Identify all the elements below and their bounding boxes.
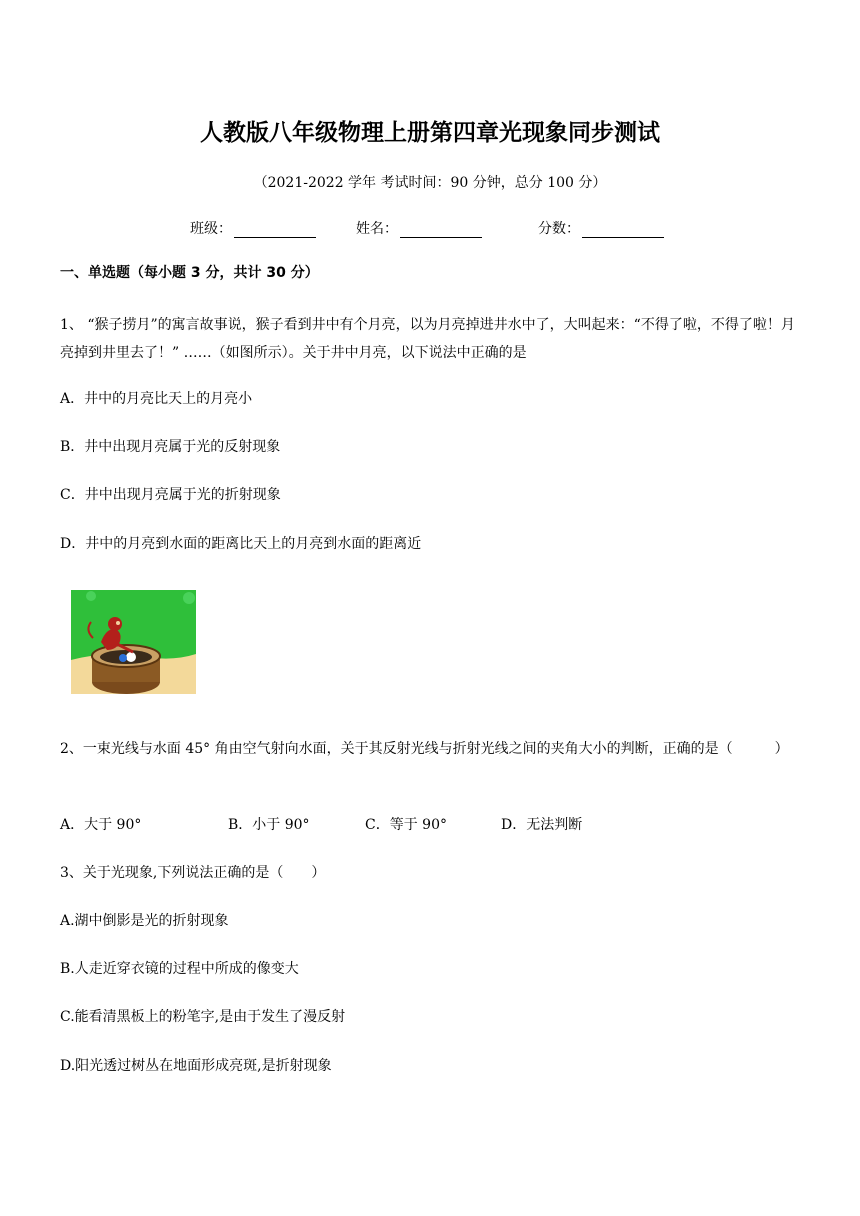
name-blank: [400, 223, 482, 238]
q3-option-b: B.人走近穿衣镜的过程中所成的像变大: [60, 961, 299, 977]
monkey-well-illustration: [71, 590, 196, 694]
q1-option-d: D．井中的月亮到水面的距离比天上的月亮到水面的距离近: [60, 536, 422, 552]
q3-option-a: A.湖中倒影是光的折射现象: [60, 913, 229, 929]
section-title: 一、单选题（每小题 3 分，共计 30 分）: [60, 265, 319, 281]
q2-option-a: A．大于 90°: [60, 817, 142, 833]
q2-option-d: D．无法判断: [501, 817, 583, 833]
q1-option-c: C．井中出现月亮属于光的折射现象: [60, 487, 281, 503]
score-blank: [582, 223, 664, 238]
q1-option-b: B．井中出现月亮属于光的反射现象: [60, 439, 281, 455]
score-field: [538, 218, 664, 238]
name-field: [356, 218, 482, 238]
q2-option-b: B．小于 90°: [228, 817, 310, 833]
page-title: 人教版八年级物理上册第四章光现象同步测试: [200, 120, 660, 146]
q2-option-c: C．等于 90°: [365, 817, 447, 833]
class-label: 班级：: [190, 221, 232, 237]
class-field: [190, 218, 316, 238]
name-label: 姓名：: [356, 221, 398, 237]
question-2-text: 2、一束光线与水面 45° 角由空气射向水面，关于其反射光线与折射光线之间的夹角大小的判断，正确的是（ ）: [60, 741, 789, 757]
score-label: 分数：: [538, 221, 580, 237]
question-3-text: 3、关于光现象,下列说法正确的是（ ）: [60, 865, 326, 881]
question-1-text: 1、 “猴子捞月”的寓言故事说，猴子看到井中有个月亮，以为月亮掉进井水中了，大叫起来：“不得了啦，不得了啦！月亮掉到井里去了！” ……（如图所示）。关于井中月亮，以下说法中正确的是: [60, 317, 795, 361]
q1-option-a: A．井中的月亮比天上的月亮小: [60, 391, 253, 407]
q3-option-d: D.阳光透过树丛在地面形成亮斑,是折射现象: [60, 1058, 332, 1074]
q3-option-c: C.能看清黑板上的粉笔字,是由于发生了漫反射: [60, 1009, 346, 1025]
class-blank: [234, 223, 316, 238]
exam-info: （2021-2022 学年 考试时间：90 分钟，总分 100 分）: [253, 175, 607, 191]
